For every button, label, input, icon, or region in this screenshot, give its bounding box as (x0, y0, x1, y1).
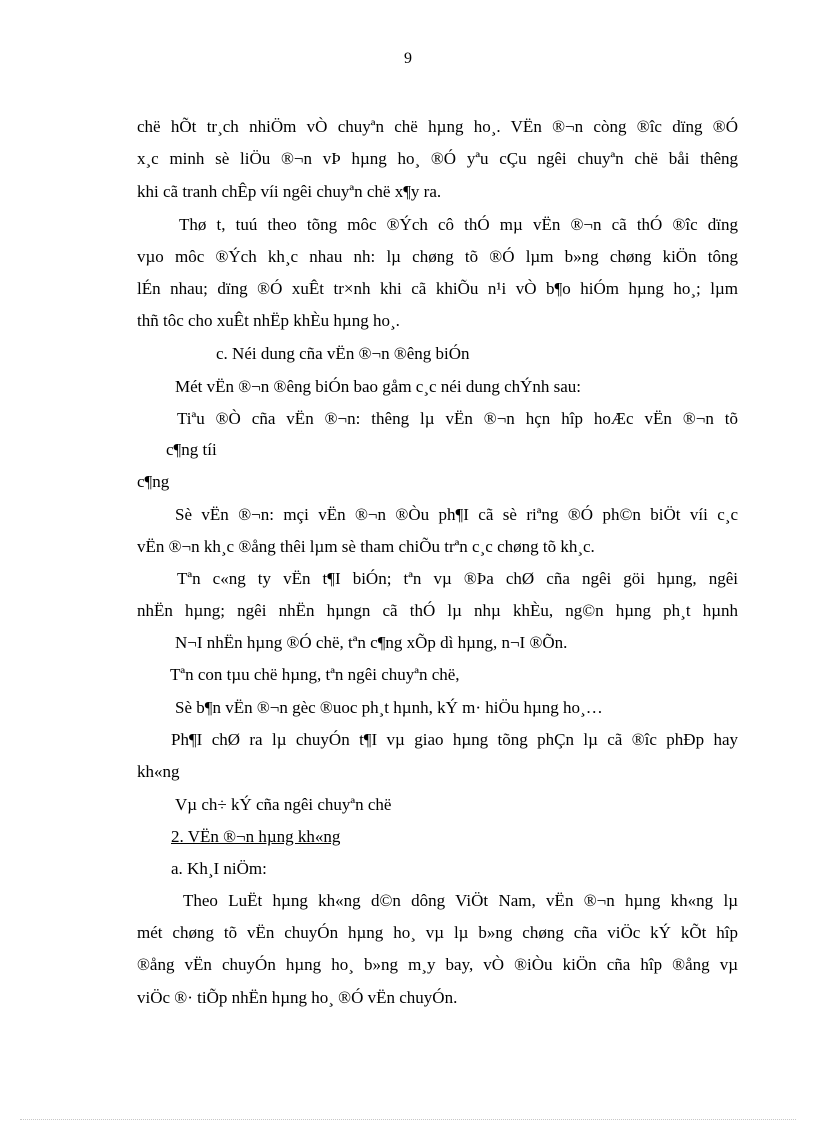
text-line: Theo LuËt hµng kh«ng d©n dông ViÖt Nam, vËn ®¬n hµng kh«ng lµ (183, 891, 738, 910)
text-line: kh«ng (137, 762, 180, 781)
page-number: 9 (404, 50, 412, 67)
text-line: Vµ ch÷ kÝ cña ngêi chuyªn chë (175, 795, 392, 814)
page-edge-divider (20, 1119, 796, 1120)
section-heading: 2. VËn ®¬n hµng kh«ng (171, 827, 341, 846)
text-line: c¶ng tíi (166, 440, 217, 459)
section-heading: c. Néi dung cña vËn ®¬n ®êng biÓn (216, 344, 470, 363)
text-line: vËn ®¬n kh¸c ®ång thêi lµm sè tham chiÕu trªn c¸c chøng tõ kh¸c. (137, 537, 595, 556)
text-line: chë hÕt tr¸ch nhiÖm vÒ chuyªn chë hµng ho¸. VËn ®¬n còng ®îc dïng ®Ó (137, 117, 738, 136)
text-line: N¬I nhËn hµng ®Ó chë, tªn c¶ng xÕp dì hµng, n¬I ®Õn. (175, 633, 568, 652)
text-line: Tªn c«ng ty vËn t¶I biÓn; tªn vµ ®Þa chØ cña ngêi göi hµng, ngêi (177, 569, 738, 588)
text-line: Sè b¶n vËn ®¬n gèc ®uoc ph¸t hµnh, kÝ m· hiÖu hµng ho¸… (175, 698, 603, 717)
text-line: ®ång vËn chuyÓn hµng ho¸ b»ng m¸y bay, vÒ ®iÒu kiÖn cña hîp ®ång vµ (137, 955, 738, 974)
text-line: mét chøng tõ vËn chuyÓn hµng ho¸ vµ lµ b»ng chøng cña viÖc kÝ kÕt hîp (137, 923, 738, 942)
text-line: vµo môc ®Ých kh¸c nhau nh: lµ chøng tõ ®Ó lµm b»ng chøng kiÖn tông (137, 247, 738, 266)
text-line: thñ tôc cho xuÊt nhËp khÈu hµng ho¸. (137, 311, 400, 330)
text-line: nhËn hµng; ngêi nhËn hµngn cã thÓ lµ nhµ khÈu, ng©n hµng ph¸t hµnh (137, 601, 738, 620)
text-line: Thø t, tuú theo tõng môc ®Ých cô thÓ mµ vËn ®¬n cã thÓ ®îc dïng (179, 215, 738, 234)
text-line: lÉn nhau; dïng ®Ó xuÊt tr×nh khi cã khiÕu n¹i vÒ b¶o hiÓm hµng ho¸; lµm (137, 279, 738, 298)
text-line: viÖc ®· tiÕp nhËn hµng ho¸ ®Ó vËn chuyÓn. (137, 988, 458, 1007)
subsection-heading: a. Kh¸I niÖm: (171, 859, 267, 878)
text-line: khi cã tranh chÊp víi ngêi chuyªn chë x¶y ra. (137, 182, 442, 201)
text-line: Ph¶I chØ ra lµ chuyÓn t¶I vµ giao hµng tõng phÇn lµ cã ®îc phÐp hay (171, 730, 738, 749)
text-line: Mét vËn ®¬n ®êng biÓn bao gåm c¸c néi dung chÝnh sau: (175, 377, 582, 396)
text-line: Sè vËn ®¬n: mçi vËn ®¬n ®Òu ph¶I cã sè riªng ®Ó ph©n biÖt víi c¸c (175, 505, 738, 524)
text-line: Tªn con tµu chë hµng, tªn ngêi chuyªn chë, (170, 665, 460, 684)
text-line: c¶ng (137, 472, 170, 491)
text-line: Tiªu ®Ò cña vËn ®¬n: thêng lµ vËn ®¬n hçn hîp hoÆc vËn ®¬n tõ (177, 409, 738, 428)
text-line: x¸c minh sè liÖu ®¬n vÞ hµng ho¸ ®Ó yªu cÇu ngêi chuyªn chë båi thêng (137, 149, 738, 168)
